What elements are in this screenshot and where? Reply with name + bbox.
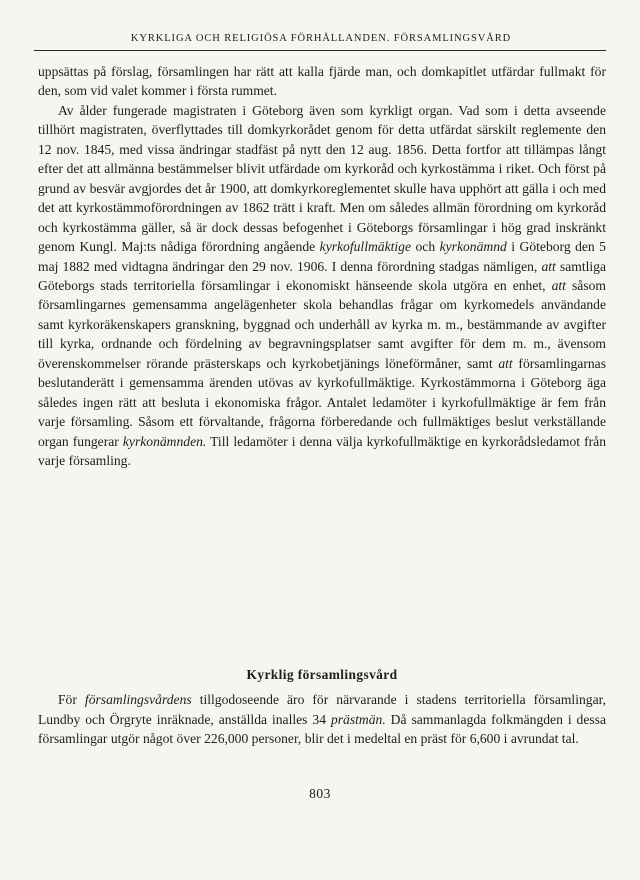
- italic-term: prästmän.: [330, 711, 386, 727]
- italic-term: församlingsvårdens: [84, 692, 192, 708]
- text-run: samtliga Göteborgs stads territoriella församlingar i ekonomiskt hänseende skola utgöra en enhet,: [38, 258, 606, 293]
- text-run: Till ledamöter i denna välja kyrkofullmäktige en kyrkorådsledamot från varje församling.: [38, 433, 606, 469]
- text-run: i Göteborg den 5 maj 1882 med vidtagna ändringar den 29 nov. 1906. I denna förordning stadgas nämligen,: [38, 239, 606, 274]
- paragraph-parish-care: [38, 690, 606, 748]
- italic-term: att: [541, 258, 556, 274]
- text-run: tillgodoseende äro för närvarande i stadens territoriella församlingar, Lundby och Örgryte inräknade, anställda inalles 34: [38, 692, 606, 727]
- italic-term: kyrkonämnd: [439, 239, 507, 255]
- main-text: [38, 62, 606, 471]
- text-run: församlingarnas beslutanderätt i gemensamma ärenden utövas av kyrkofullmäktige. Kyrkostämmorna i Göteborg äga således ingen rätt att besluta i ekonomiska frågor. Antalet ledamöter i kyrkofullmäktige är fem från varje församling. Såsom ett förvaltande, frågorna förberedande och fullmäktiges beslut verkställande organ fungerar: [38, 355, 606, 449]
- paragraph-continuation: uppsättas på förslag, församlingen har rätt att kalla fjärde man, och domkapitlet utfärdar fullmakt för den, som vid valet kommer i första rummet.: [38, 64, 606, 99]
- paragraph-magistrate: [38, 101, 606, 471]
- text-run: För: [58, 692, 85, 708]
- text-run: såsom församlingarnes gemensamma angelägenheter skola behandlas frågar om kyrkomedels användande samt kyrkoräkenskapers granskning, byggnad och underhåll av kyrka m. m., bestämmande av avgifter till kyrka, ordnande och fördelning av begravningsplatser samt avgifter för dem m. m., ävensom överenskommelser rörande prästerskaps och kyrkobetjänings löneförmåner, samt: [38, 277, 606, 371]
- italic-term: kyrkonämnden.: [122, 433, 207, 449]
- italic-term: att: [551, 277, 566, 293]
- italic-term: att: [498, 355, 513, 371]
- text-run: Då sammanlagda folkmängden i dessa församlingar utgör något över 226,000 personer, blir det i medeltal en präst för 6,600 i avrundat tal.: [38, 711, 607, 747]
- running-head: KYRKLIGA OCH RELIGIÖSA FÖRHÅLLANDEN. FÖRSAMLINGSVÅRD: [130, 33, 512, 44]
- section-heading: Kyrklig församlingsvård: [246, 667, 398, 682]
- header-rule: [34, 50, 606, 51]
- section-parish-care: [38, 665, 606, 749]
- italic-term: kyrkofullmäktige: [319, 239, 412, 255]
- text-run: och: [411, 239, 440, 255]
- text-run: Av ålder fungerade magistraten i Göteborg även som kyrkligt organ. Vad som i detta avseende tillhört magistraten, överflyttades till domkyrkorådet genom för detta utfärdat särskilt reglemente den 12 nov. 1845, med vissa ändringar stadfäst på nytt den 12 aug. 1856. Detta fortfor att tillämpas långt efter det att allmänna bestämmelser blivit utfärdade om kyrkoråd och kyrkostämma i riket. Och först på grund av besvär avgjordes det år 1900, att domkyrkoreglementet skulle hava upphört att gälla i och med det att kyrkostämmoförordningen av 1862 trätt i kraft. Men om således allmän förordning om kyrkoråd och kyrkostämma gäller, så är dock dessas befogenhet i Göteborgs församlingar i hög grad inskränkt genom Kungl. Maj:ts nådiga förordning angående: [38, 102, 606, 255]
- page-number: 803: [309, 786, 331, 801]
